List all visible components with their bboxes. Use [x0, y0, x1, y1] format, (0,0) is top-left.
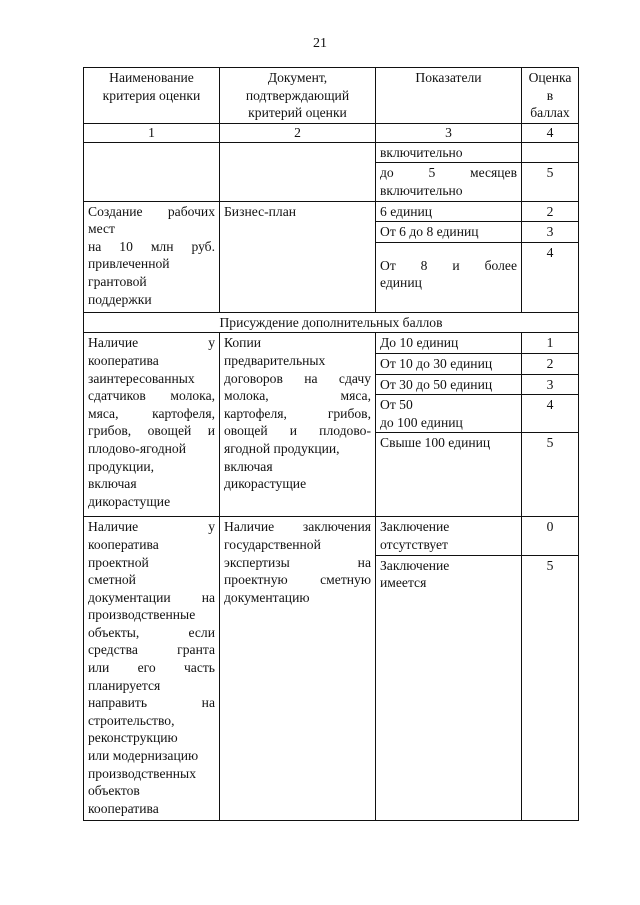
header-indicators: Показатели — [376, 68, 522, 124]
score-cell: 5 — [522, 163, 579, 201]
section-row — [84, 312, 579, 333]
indicator-cell: 6 единиц — [376, 201, 522, 222]
document-cell-empty — [220, 142, 376, 201]
score-cell: 3 — [522, 374, 579, 395]
score-cell: 3 — [522, 222, 579, 243]
criteria-table — [83, 67, 579, 821]
table-row — [84, 517, 579, 555]
score-cell: 5 — [522, 555, 579, 820]
column-number: 3 — [376, 123, 522, 142]
document-business-plan: Бизнес-план — [220, 201, 376, 312]
indicator-cell: От 10 до 30 единиц — [376, 353, 522, 374]
header-score: Оценка в баллах — [522, 68, 579, 124]
column-number: 2 — [220, 123, 376, 142]
header-criterion: Наименование критерия оценки — [84, 68, 220, 124]
indicator-cell: От 6 до 8 единиц — [376, 222, 522, 243]
column-number: 1 — [84, 123, 220, 142]
indicator-cell: От 30 до 50 единиц — [376, 374, 522, 395]
column-number: 4 — [522, 123, 579, 142]
document-contracts: Копии предварительных договоров на сдачу молока, мяса, картофеля, грибов, овощей и плодово- ягодной продукции, включая дикорастущие — [220, 333, 376, 517]
indicator-cell: Заключение имеется — [376, 555, 522, 820]
column-numbers-row — [84, 123, 579, 142]
score-cell: 2 — [522, 201, 579, 222]
score-cell: 2 — [522, 353, 579, 374]
indicator-cell: до 5 месяцев включительно — [376, 163, 522, 201]
score-cell: 5 — [522, 433, 579, 517]
score-cell: 4 — [522, 395, 579, 433]
score-cell: 4 — [522, 242, 579, 312]
indicator-cell: От 50 до 100 единиц — [376, 395, 522, 433]
criterion-suppliers: Наличие у кооператива заинтересованных сдатчиков молока, мяса, картофеля, грибов, овощей и плодово-ягодной продукции, включая дикорастущие — [84, 333, 220, 517]
criterion-jobs: Создание рабочих мест на 10 млн руб. привлеченной грантовой поддержки — [84, 201, 220, 312]
table-row — [84, 142, 579, 163]
indicator-cell: Свыше 100 единиц — [376, 433, 522, 517]
table-row — [84, 201, 579, 222]
document-expertise: Наличие заключения государственной экспертизы на проектную сметную документацию — [220, 517, 376, 820]
score-cell: 0 — [522, 517, 579, 555]
table-header-row — [84, 68, 579, 124]
section-title: Присуждение дополнительных баллов — [84, 312, 579, 333]
criterion-cell-empty — [84, 142, 220, 201]
indicator-cell: От 8 и более единиц — [376, 242, 522, 312]
header-document: Документ, подтверждающий критерий оценки — [220, 68, 376, 124]
indicator-cell: включительно — [376, 142, 522, 163]
page-number: 21 — [313, 36, 327, 51]
table-row — [84, 333, 579, 354]
criterion-design-docs: Наличие у кооператива проектной сметной документации на производственные объекты, если средства гранта или его часть планируется направить на строительство, реконструкцию или модернизацию производственных объектов кооператива — [84, 517, 220, 820]
score-cell-empty — [522, 142, 579, 163]
indicator-cell: Заключение отсутствует — [376, 517, 522, 555]
score-cell: 1 — [522, 333, 579, 354]
indicator-cell: До 10 единиц — [376, 333, 522, 354]
